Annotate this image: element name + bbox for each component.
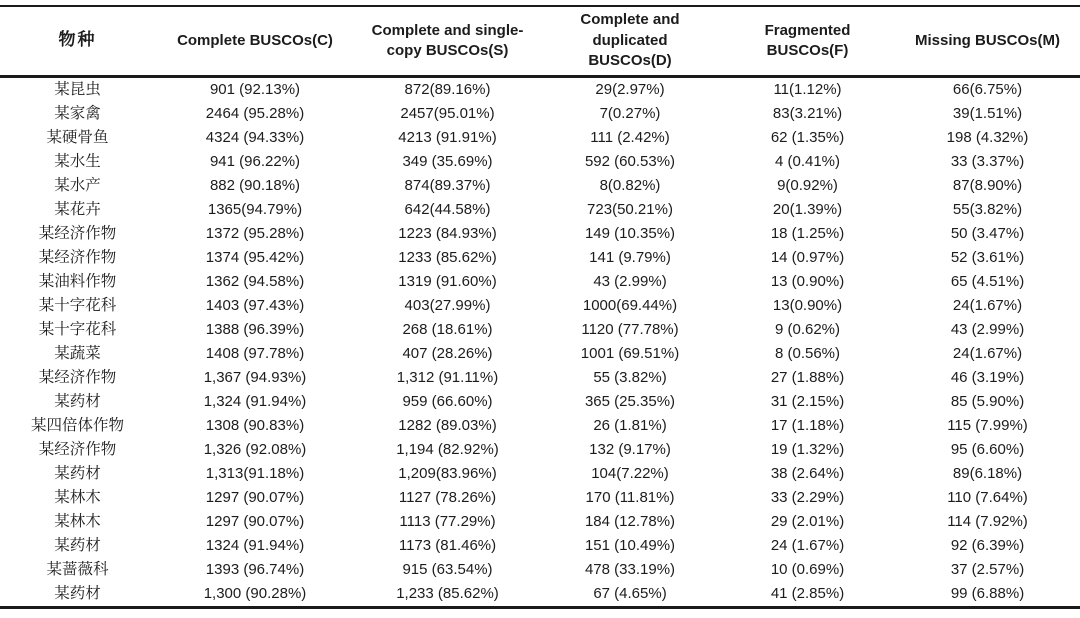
metric-cell: 184 (12.78%): [584, 512, 676, 530]
metric-cell: 50 (3.47%): [950, 224, 1025, 242]
table-row: [0, 438, 1080, 462]
col-header-complete-buscos: Complete BUSCOs(C): [155, 6, 355, 76]
metric-cell: 33 (2.29%): [770, 488, 845, 506]
metric-cell: 29 (2.01%): [770, 512, 845, 530]
metric-cell: 1297 (90.07%): [205, 488, 305, 506]
table-row: [0, 390, 1080, 414]
metric-cell: 874(89.37%): [404, 176, 491, 194]
metric-cell: 170 (11.81%): [585, 488, 675, 506]
species-cell: 某家禽: [54, 104, 101, 122]
metric-cell: 1365(94.79%): [207, 200, 303, 218]
species-cell: 某蔬菜: [54, 344, 101, 362]
metric-cell: 41 (2.85%): [770, 584, 845, 602]
metric-cell: 365 (25.35%): [584, 392, 676, 410]
metric-cell: 92 (6.39%): [950, 536, 1025, 554]
metric-cell: 592 (60.53%): [584, 152, 676, 170]
species-cell: 某油料作物: [38, 272, 117, 290]
species-cell: 某经济作物: [38, 368, 117, 386]
metric-cell: 13 (0.90%): [770, 272, 845, 290]
metric-cell: 7(0.27%): [599, 104, 661, 122]
metric-cell: 1,326 (92.08%): [203, 440, 307, 458]
col-header-fragmented-buscos: Fragmented BUSCOs(F): [720, 6, 895, 76]
metric-cell: 723(50.21%): [587, 200, 673, 218]
metric-cell: 89(6.18%): [952, 464, 1023, 482]
metric-cell: 110 (7.64%): [947, 488, 1028, 506]
table-row: [0, 318, 1080, 342]
metric-cell: 1,312 (91.11%): [396, 368, 499, 386]
metric-cell: 9 (0.62%): [774, 320, 841, 338]
table-row: [0, 342, 1080, 366]
metric-cell: 198 (4.32%): [946, 128, 1029, 146]
metric-cell: 1408 (97.78%): [205, 344, 305, 362]
metric-cell: 26 (1.81%): [593, 416, 667, 434]
metric-cell: 8(0.82%): [599, 176, 661, 194]
table-row: [0, 76, 1080, 102]
species-cell: 某药材: [54, 536, 101, 554]
metric-cell: 87(8.90%): [952, 176, 1023, 194]
metric-cell: 33 (3.37%): [950, 152, 1025, 170]
metric-cell: 882 (90.18%): [209, 176, 301, 194]
metric-cell: 1223 (84.93%): [398, 224, 497, 242]
metric-cell: 13(0.90%): [772, 296, 843, 314]
metric-cell: 1388 (96.39%): [205, 320, 305, 338]
table-row: [0, 366, 1080, 390]
metric-cell: 1,367 (94.93%): [203, 368, 307, 386]
species-cell: 某药材: [54, 464, 101, 482]
metric-cell: 1113 (77.29%): [399, 512, 496, 530]
metric-cell: 4324 (94.33%): [205, 128, 305, 146]
table-row: [0, 174, 1080, 198]
metric-cell: 1,233 (85.62%): [396, 584, 499, 602]
species-cell: 某药材: [54, 392, 101, 410]
species-cell: 某水生: [54, 152, 101, 170]
table-row: [0, 126, 1080, 150]
metric-cell: 38 (2.64%): [770, 464, 845, 482]
metric-cell: 43 (2.99%): [950, 320, 1025, 338]
metric-cell: 24(1.67%): [952, 296, 1023, 314]
metric-cell: 62 (1.35%): [770, 128, 845, 146]
species-cell: 某林木: [54, 488, 101, 506]
metric-cell: 132 (9.17%): [589, 440, 671, 458]
metric-cell: 114 (7.92%): [947, 512, 1028, 530]
metric-cell: 46 (3.19%): [950, 368, 1025, 386]
metric-cell: 55 (3.82%): [593, 368, 667, 386]
table-row: [0, 102, 1080, 126]
metric-cell: 1,324 (91.94%): [203, 392, 307, 410]
metric-cell: 39(1.51%): [952, 104, 1023, 122]
metric-cell: 149 (10.35%): [584, 224, 676, 242]
metric-cell: 1173 (81.46%): [398, 536, 497, 554]
metric-cell: 31 (2.15%): [770, 392, 845, 410]
metric-cell: 8 (0.56%): [774, 344, 841, 362]
metric-cell: 1319 (91.60%): [398, 272, 497, 290]
table-row: [0, 510, 1080, 534]
metric-cell: 83(3.21%): [772, 104, 843, 122]
metric-cell: 24 (1.67%): [770, 536, 845, 554]
metric-cell: 66(6.75%): [952, 80, 1023, 98]
metric-cell: 111 (2.42%): [590, 128, 670, 146]
table-body: [0, 76, 1080, 607]
metric-cell: 29(2.97%): [595, 80, 665, 98]
busco-assessment-table: [0, 5, 1080, 609]
metric-cell: 1403 (97.43%): [205, 296, 305, 314]
species-cell: 某十字花科: [38, 320, 117, 338]
metric-cell: 872(89.16%): [404, 80, 491, 98]
metric-cell: 55(3.82%): [952, 200, 1023, 218]
metric-cell: 1000(69.44%): [582, 296, 678, 314]
metric-cell: 268 (18.61%): [402, 320, 493, 338]
metric-cell: 1362 (94.58%): [205, 272, 305, 290]
table-header: [0, 6, 1080, 76]
header-row: [0, 6, 1080, 76]
species-cell: 某四倍体作物: [30, 416, 124, 434]
metric-cell: 141 (9.79%): [589, 248, 671, 266]
table-row: [0, 198, 1080, 222]
table-row: [0, 558, 1080, 582]
metric-cell: 642(44.58%): [404, 200, 491, 218]
metric-cell: 1,194 (82.92%): [396, 440, 499, 458]
metric-cell: 1282 (89.03%): [398, 416, 497, 434]
species-cell: 某经济作物: [38, 440, 117, 458]
species-cell: 某硬骨鱼: [46, 128, 109, 146]
col-header-species: 物种: [0, 6, 155, 76]
metric-cell: 99 (6.88%): [950, 584, 1025, 602]
species-cell: 某林木: [54, 512, 101, 530]
table-row: [0, 534, 1080, 558]
metric-cell: 915 (63.54%): [402, 560, 493, 578]
metric-cell: 17 (1.18%): [770, 416, 845, 434]
metric-cell: 1001 (69.51%): [580, 344, 680, 362]
species-cell: 某蔷薇科: [46, 560, 109, 578]
metric-cell: 43 (2.99%): [593, 272, 667, 290]
metric-cell: 115 (7.99%): [947, 416, 1028, 434]
table-row: [0, 414, 1080, 438]
metric-cell: 478 (33.19%): [584, 560, 676, 578]
metric-cell: 104(7.22%): [591, 464, 669, 482]
table-row: [0, 582, 1080, 608]
metric-cell: 37 (2.57%): [950, 560, 1025, 578]
metric-cell: 1127 (78.26%): [398, 488, 497, 506]
metric-cell: 1393 (96.74%): [205, 560, 305, 578]
species-cell: 某药材: [54, 584, 101, 602]
species-cell: 某水产: [54, 176, 101, 194]
table-row: [0, 486, 1080, 510]
metric-cell: 1,209(83.96%): [398, 464, 497, 482]
species-cell: 某经济作物: [38, 248, 117, 266]
metric-cell: 20(1.39%): [772, 200, 843, 218]
metric-cell: 11(1.12%): [773, 80, 842, 98]
metric-cell: 4 (0.41%): [774, 152, 841, 170]
metric-cell: 19 (1.32%): [770, 440, 845, 458]
table-row: [0, 270, 1080, 294]
metric-cell: 403(27.99%): [404, 296, 491, 314]
metric-cell: 95 (6.60%): [950, 440, 1025, 458]
metric-cell: 151 (10.49%): [584, 536, 676, 554]
metric-cell: 941 (96.22%): [209, 152, 301, 170]
metric-cell: 65 (4.51%): [950, 272, 1025, 290]
metric-cell: 1,313(91.18%): [205, 464, 305, 482]
metric-cell: 4213 (91.91%): [398, 128, 497, 146]
col-header-duplicated-buscos: Complete and duplicated BUSCOs(D): [540, 6, 720, 76]
col-header-single-copy-buscos: Complete and single-copy BUSCOs(S): [355, 6, 540, 76]
metric-cell: 349 (35.69%): [402, 152, 493, 170]
table-row: [0, 294, 1080, 318]
metric-cell: 1372 (95.28%): [205, 224, 305, 242]
metric-cell: 85 (5.90%): [950, 392, 1025, 410]
metric-cell: 9(0.92%): [777, 176, 838, 194]
metric-cell: 407 (28.26%): [402, 344, 493, 362]
metric-cell: 24(1.67%): [952, 344, 1023, 362]
metric-cell: 1308 (90.83%): [205, 416, 305, 434]
metric-cell: 1297 (90.07%): [205, 512, 305, 530]
metric-cell: 14 (0.97%): [770, 248, 845, 266]
metric-cell: 2464 (95.28%): [205, 104, 305, 122]
metric-cell: 67 (4.65%): [593, 584, 667, 602]
metric-cell: 1374 (95.42%): [205, 248, 305, 266]
metric-cell: 1120 (77.78%): [581, 320, 679, 338]
metric-cell: 901 (92.13%): [209, 80, 301, 98]
species-cell: 某花卉: [54, 200, 101, 218]
metric-cell: 959 (66.60%): [402, 392, 493, 410]
table-row: [0, 246, 1080, 270]
table-row: [0, 150, 1080, 174]
species-cell: 某昆虫: [54, 80, 101, 98]
table-row: [0, 222, 1080, 246]
species-cell: 某十字花科: [38, 296, 117, 314]
metric-cell: 18 (1.25%): [770, 224, 845, 242]
metric-cell: 1,300 (90.28%): [203, 584, 307, 602]
metric-cell: 1324 (91.94%): [205, 536, 305, 554]
metric-cell: 52 (3.61%): [950, 248, 1025, 266]
table-row: [0, 462, 1080, 486]
col-header-missing-buscos: Missing BUSCOs(M): [895, 6, 1080, 76]
metric-cell: 27 (1.88%): [770, 368, 845, 386]
metric-cell: 2457(95.01%): [400, 104, 495, 122]
species-cell: 某经济作物: [38, 224, 117, 242]
metric-cell: 10 (0.69%): [770, 560, 845, 578]
metric-cell: 1233 (85.62%): [398, 248, 497, 266]
